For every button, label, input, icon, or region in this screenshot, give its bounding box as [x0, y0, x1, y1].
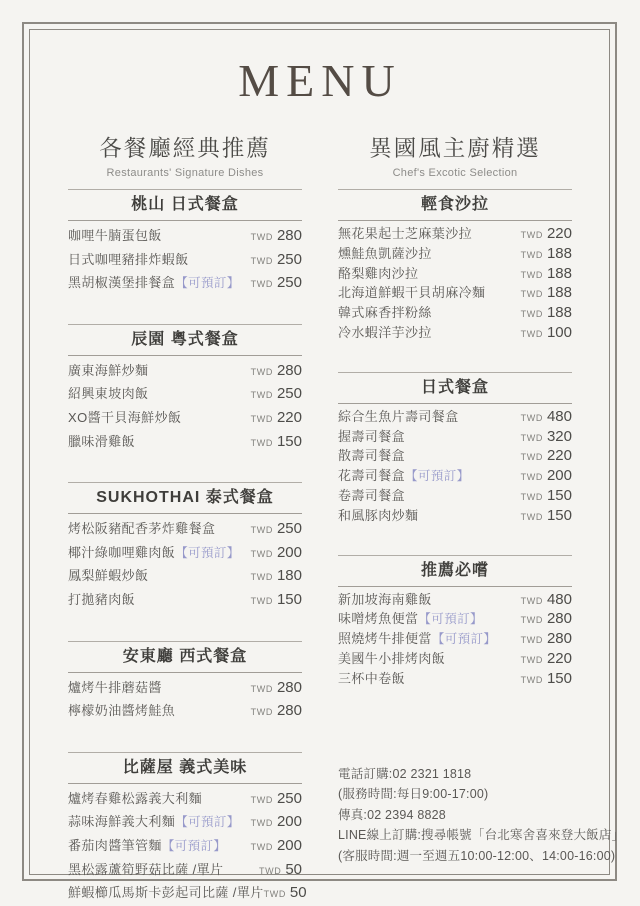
menu-item [68, 272, 302, 296]
price-amount: 250 [276, 274, 302, 292]
item-name-text: 握壽司餐盒 [338, 428, 406, 444]
item-name-text: 臘味滑雞飯 [68, 433, 136, 449]
menu-item [68, 835, 302, 859]
item-price [521, 650, 572, 670]
item-name [338, 630, 496, 649]
item-name [68, 589, 135, 611]
price-amount: 280 [546, 630, 572, 648]
currency-label: TWD [250, 841, 273, 852]
currency-label: TWD [250, 794, 273, 805]
currency-label: TWD [250, 595, 273, 606]
item-preorder-note: 【可預訂】 [175, 815, 240, 830]
price-amount: 150 [276, 432, 302, 450]
currency-label: TWD [520, 635, 543, 646]
currency-label: TWD [250, 548, 273, 559]
item-name-text: 美國牛小排烤肉飯 [338, 650, 446, 666]
currency-label: TWD [520, 595, 543, 606]
item-name-text: 韓式麻香拌粉絲 [338, 305, 432, 321]
item-name-text: 黑胡椒漢堡排餐盒 [68, 275, 176, 291]
currency-label: TWD [520, 511, 543, 522]
price-amount: 320 [546, 427, 572, 445]
currency-label: TWD [520, 412, 543, 423]
contact-info [338, 764, 625, 867]
menu-item [338, 225, 572, 245]
item-price [521, 324, 572, 344]
price-amount: 280 [276, 678, 302, 696]
currency-label: TWD [520, 615, 543, 626]
menu-item [338, 447, 572, 467]
item-price [251, 225, 302, 249]
menu-item [68, 542, 302, 566]
item-name [338, 408, 459, 427]
menu-item [68, 383, 302, 407]
price-amount: 150 [546, 669, 572, 687]
item-name [338, 428, 405, 447]
column-left [68, 132, 307, 906]
item-price [521, 428, 572, 448]
menu-item [68, 225, 302, 249]
item-name [68, 518, 215, 540]
item-preorder-note: 【可預訂】 [431, 632, 497, 647]
item-name-text: 打拋豬肉飯 [68, 591, 136, 607]
menu-section [68, 324, 302, 454]
price-amount: 220 [276, 408, 302, 426]
menu-item [338, 507, 572, 527]
menu-item [68, 565, 302, 589]
item-price [521, 265, 572, 285]
item-name [338, 324, 432, 343]
section-title: 推薦必嚐 [338, 556, 572, 587]
item-price [521, 304, 572, 324]
price-amount: 200 [276, 836, 302, 854]
item-name [68, 542, 240, 565]
item-name-text: 酪梨雞肉沙拉 [338, 265, 419, 281]
item-name-text: 味噌烤魚便當 [338, 611, 419, 627]
menu-section [68, 482, 302, 612]
item-name-text: 檸檬奶油醬烤鮭魚 [68, 703, 176, 719]
menu-item [338, 245, 572, 265]
item-name [338, 447, 405, 466]
menu-item [68, 518, 302, 542]
item-name-text: 和風豚肉炒麵 [338, 507, 419, 523]
item-price [251, 811, 302, 835]
price-amount: 220 [546, 225, 572, 242]
item-price [251, 383, 302, 407]
item-name-text: 爐烤牛排蘑菇醬 [68, 679, 162, 695]
price-amount: 250 [276, 385, 302, 403]
menu-item [338, 650, 572, 670]
item-name [338, 507, 418, 526]
column-header [68, 132, 302, 190]
price-amount: 200 [276, 543, 302, 561]
currency-label: TWD [520, 289, 543, 300]
item-name [68, 249, 189, 271]
currency-label: TWD [250, 818, 273, 829]
section-items [338, 221, 572, 344]
price-amount: 100 [546, 323, 572, 341]
price-amount: 280 [276, 702, 302, 720]
item-name-text: 鮮蝦櫛瓜馬斯卡彭起司比薩 /單片 [68, 885, 264, 901]
item-price [521, 408, 572, 428]
item-price [521, 670, 572, 690]
menu-item [338, 304, 572, 324]
menu-item [338, 467, 572, 487]
price-amount: 220 [546, 447, 572, 465]
currency-label: TWD [520, 491, 543, 502]
menu-item [338, 610, 572, 630]
menu-section [68, 190, 302, 296]
item-name-text: 廣東海鮮炒麵 [68, 362, 149, 378]
item-price [521, 591, 572, 611]
column-heading: 異國風主廚精選 [369, 136, 541, 161]
item-price [259, 859, 302, 883]
item-name [68, 835, 226, 858]
item-price [251, 589, 302, 613]
section-title: 辰園 粵式餐盒 [68, 325, 302, 356]
menu-item [68, 811, 302, 835]
column-subheading: Chef's Excotic Selection [392, 167, 518, 179]
item-name-text: 冷水蝦洋芋沙拉 [338, 324, 432, 340]
menu-item [68, 589, 302, 613]
item-name [338, 245, 432, 264]
contact-line: (客服時間:週一至週五10:00-12:00、14:00-16:00) [338, 848, 616, 863]
column-sections [338, 190, 572, 690]
currency-label: TWD [520, 328, 543, 339]
price-amount: 200 [276, 813, 302, 831]
currency-label: TWD [250, 366, 273, 377]
price-amount: 188 [546, 244, 572, 262]
item-name-text: 卷壽司餐盒 [338, 487, 406, 503]
item-name [68, 565, 148, 587]
item-price [251, 272, 302, 296]
price-amount: 150 [546, 486, 572, 504]
menu-item [68, 677, 302, 701]
currency-label: TWD [250, 279, 273, 290]
section-title: 日式餐盒 [338, 373, 572, 404]
column-header [338, 132, 572, 190]
price-amount: 250 [276, 250, 302, 268]
menu-item [338, 630, 572, 650]
item-name [338, 650, 445, 669]
column-sections [68, 190, 307, 906]
item-name [338, 265, 418, 284]
currency-label: TWD [520, 452, 543, 463]
item-name [338, 670, 405, 689]
section-items [338, 404, 572, 527]
item-name-text: 番茄肉醬筆管麵 [68, 837, 162, 853]
price-amount: 188 [546, 284, 572, 302]
item-name [338, 467, 470, 486]
menu-item [68, 249, 302, 273]
price-amount: 150 [546, 506, 572, 524]
section-items [68, 514, 302, 612]
item-name-text: 北海道鮮蝦干貝胡麻冷麵 [338, 285, 486, 301]
currency-label: TWD [250, 683, 273, 694]
item-price [521, 467, 572, 487]
column-subheading: Restaurants' Signature Dishes [106, 167, 264, 179]
item-price [251, 835, 302, 859]
item-name [68, 272, 240, 295]
currency-label: TWD [250, 707, 273, 718]
currency-label: TWD [520, 269, 543, 280]
item-name [68, 677, 162, 699]
menu-section [338, 190, 572, 344]
currency-label: TWD [520, 432, 543, 443]
item-name-text: 花壽司餐盒 [338, 468, 406, 484]
item-price [251, 407, 302, 431]
item-name-text: 紹興東坡肉飯 [68, 386, 149, 402]
item-name [338, 284, 485, 303]
menu-columns [68, 132, 625, 906]
item-name [68, 788, 202, 810]
price-amount: 480 [546, 590, 572, 608]
menu-item [68, 882, 307, 906]
price-amount: 480 [546, 407, 572, 425]
price-amount: 180 [276, 567, 302, 585]
currency-label: TWD [520, 230, 543, 240]
item-price [521, 245, 572, 265]
item-preorder-note: 【可預訂】 [161, 838, 227, 853]
item-price [251, 360, 302, 384]
item-preorder-note: 【可預訂】 [175, 276, 240, 291]
currency-label: TWD [520, 674, 543, 685]
menu-item [338, 591, 572, 611]
section-title: 桃山 日式餐盒 [68, 190, 302, 221]
column-right [338, 132, 625, 906]
item-name-text: 無花果起士芝麻葉沙拉 [338, 226, 473, 241]
item-price [251, 518, 302, 542]
currency-label: TWD [250, 413, 273, 424]
item-name-text: 照燒烤牛排便當 [338, 631, 432, 647]
item-name [338, 225, 472, 244]
menu-section [338, 555, 572, 690]
contact-line: 電話訂購:02 2321 1818 [338, 766, 472, 781]
menu-section [68, 641, 302, 724]
menu-item [68, 788, 302, 812]
menu-item [338, 428, 572, 448]
item-price [264, 882, 307, 906]
currency-label: TWD [250, 572, 273, 583]
item-name-text: 散壽司餐盒 [338, 448, 406, 464]
price-amount: 280 [276, 227, 302, 244]
currency-label: TWD [520, 309, 543, 320]
menu-item [68, 360, 302, 384]
menu-item [338, 284, 572, 304]
menu-item [338, 408, 572, 428]
section-items [68, 784, 307, 906]
price-amount: 250 [276, 520, 302, 538]
menu-item [338, 265, 572, 285]
item-price [251, 542, 302, 566]
menu-item [338, 487, 572, 507]
item-name-text: 黑松露蘆筍野菇比薩 /單片 [68, 861, 224, 877]
menu-title: MENU [238, 55, 402, 106]
price-amount: 220 [546, 649, 572, 667]
section-items [68, 356, 302, 454]
item-name [68, 360, 148, 382]
item-name-text: 鳳梨鮮蝦炒飯 [68, 568, 149, 584]
item-price [251, 788, 302, 812]
item-name [68, 431, 135, 453]
contact-line: (服務時間:每日9:00-17:00) [338, 787, 489, 802]
item-name [338, 304, 432, 323]
item-price [251, 565, 302, 589]
price-amount: 188 [546, 264, 572, 282]
menu-item [68, 407, 302, 431]
item-price [251, 677, 302, 701]
price-amount: 250 [276, 789, 302, 807]
section-items [68, 221, 302, 296]
item-name [68, 407, 181, 429]
menu-item [338, 324, 572, 344]
menu-item [68, 700, 302, 724]
section-title: SUKHOTHAI 泰式餐盒 [68, 483, 302, 514]
item-name-text: 日式咖哩豬排炸蝦飯 [68, 251, 189, 267]
item-name-text: 綜合生魚片壽司餐盒 [338, 408, 459, 424]
price-amount: 50 [285, 860, 302, 878]
menu-item [68, 431, 302, 455]
item-name-text: 新加坡海南雞飯 [338, 591, 432, 607]
contact-line: 傳真:02 2394 8828 [338, 807, 446, 822]
currency-label: TWD [250, 525, 273, 536]
currency-label: TWD [520, 249, 543, 260]
item-name-text: 燻鮭魚凱薩沙拉 [338, 245, 432, 261]
item-price [521, 630, 572, 650]
item-price [521, 284, 572, 304]
currency-label: TWD [250, 437, 273, 448]
section-items [338, 587, 572, 690]
item-name [338, 610, 483, 629]
item-name [68, 383, 148, 405]
item-name [68, 811, 240, 834]
item-name [68, 882, 264, 904]
item-preorder-note: 【可預訂】 [405, 469, 470, 484]
column-heading: 各餐廳經典推薦 [99, 136, 271, 161]
price-amount: 188 [546, 304, 572, 322]
currency-label: TWD [263, 889, 286, 900]
currency-label: TWD [250, 255, 273, 266]
currency-label: TWD [520, 472, 543, 483]
price-amount: 280 [546, 610, 572, 628]
item-preorder-note: 【可預訂】 [175, 545, 240, 560]
price-amount: 50 [289, 884, 307, 902]
item-price [521, 487, 572, 507]
section-title: 輕食沙拉 [338, 190, 572, 221]
price-amount: 200 [546, 467, 572, 485]
menu-item [68, 859, 302, 883]
item-price [521, 447, 572, 467]
currency-label: TWD [250, 390, 273, 401]
menu-section [338, 372, 572, 527]
item-name-text: 蒜味海鮮義大利麵 [68, 814, 176, 830]
item-preorder-note: 【可預訂】 [418, 612, 483, 627]
item-name-text: 椰汁綠咖哩雞肉飯 [68, 544, 176, 560]
currency-label: TWD [250, 232, 273, 242]
item-price [251, 431, 302, 455]
item-price [251, 249, 302, 273]
item-name-text: 爐烤春雞松露義大利麵 [68, 790, 203, 806]
item-price [521, 610, 572, 630]
item-name-text: XO醬干貝海鮮炒飯 [68, 409, 182, 425]
item-name [338, 591, 432, 610]
menu-section [68, 752, 307, 906]
currency-label: TWD [520, 654, 543, 665]
item-price [521, 225, 572, 245]
item-name-text: 咖哩牛腩蛋包飯 [68, 228, 162, 243]
item-name [68, 859, 223, 881]
item-price [251, 700, 302, 724]
item-name-text: 烤松阪豬配香茅炸雞餐盒 [68, 521, 216, 537]
contact-line: LINE線上訂購:搜尋帳號「台北寒舍喜來登大飯店」 [338, 828, 625, 843]
section-items [68, 673, 302, 724]
currency-label: TWD [259, 865, 282, 876]
item-name [68, 225, 162, 247]
section-title: 安東廳 西式餐盒 [68, 642, 302, 673]
section-title: 比薩屋 義式美味 [68, 753, 302, 784]
price-amount: 280 [276, 361, 302, 379]
menu-item [338, 670, 572, 690]
price-amount: 150 [276, 590, 302, 608]
item-name [68, 700, 175, 722]
item-name-text: 三杯中卷飯 [338, 670, 406, 686]
item-price [521, 507, 572, 527]
item-name [338, 487, 405, 506]
